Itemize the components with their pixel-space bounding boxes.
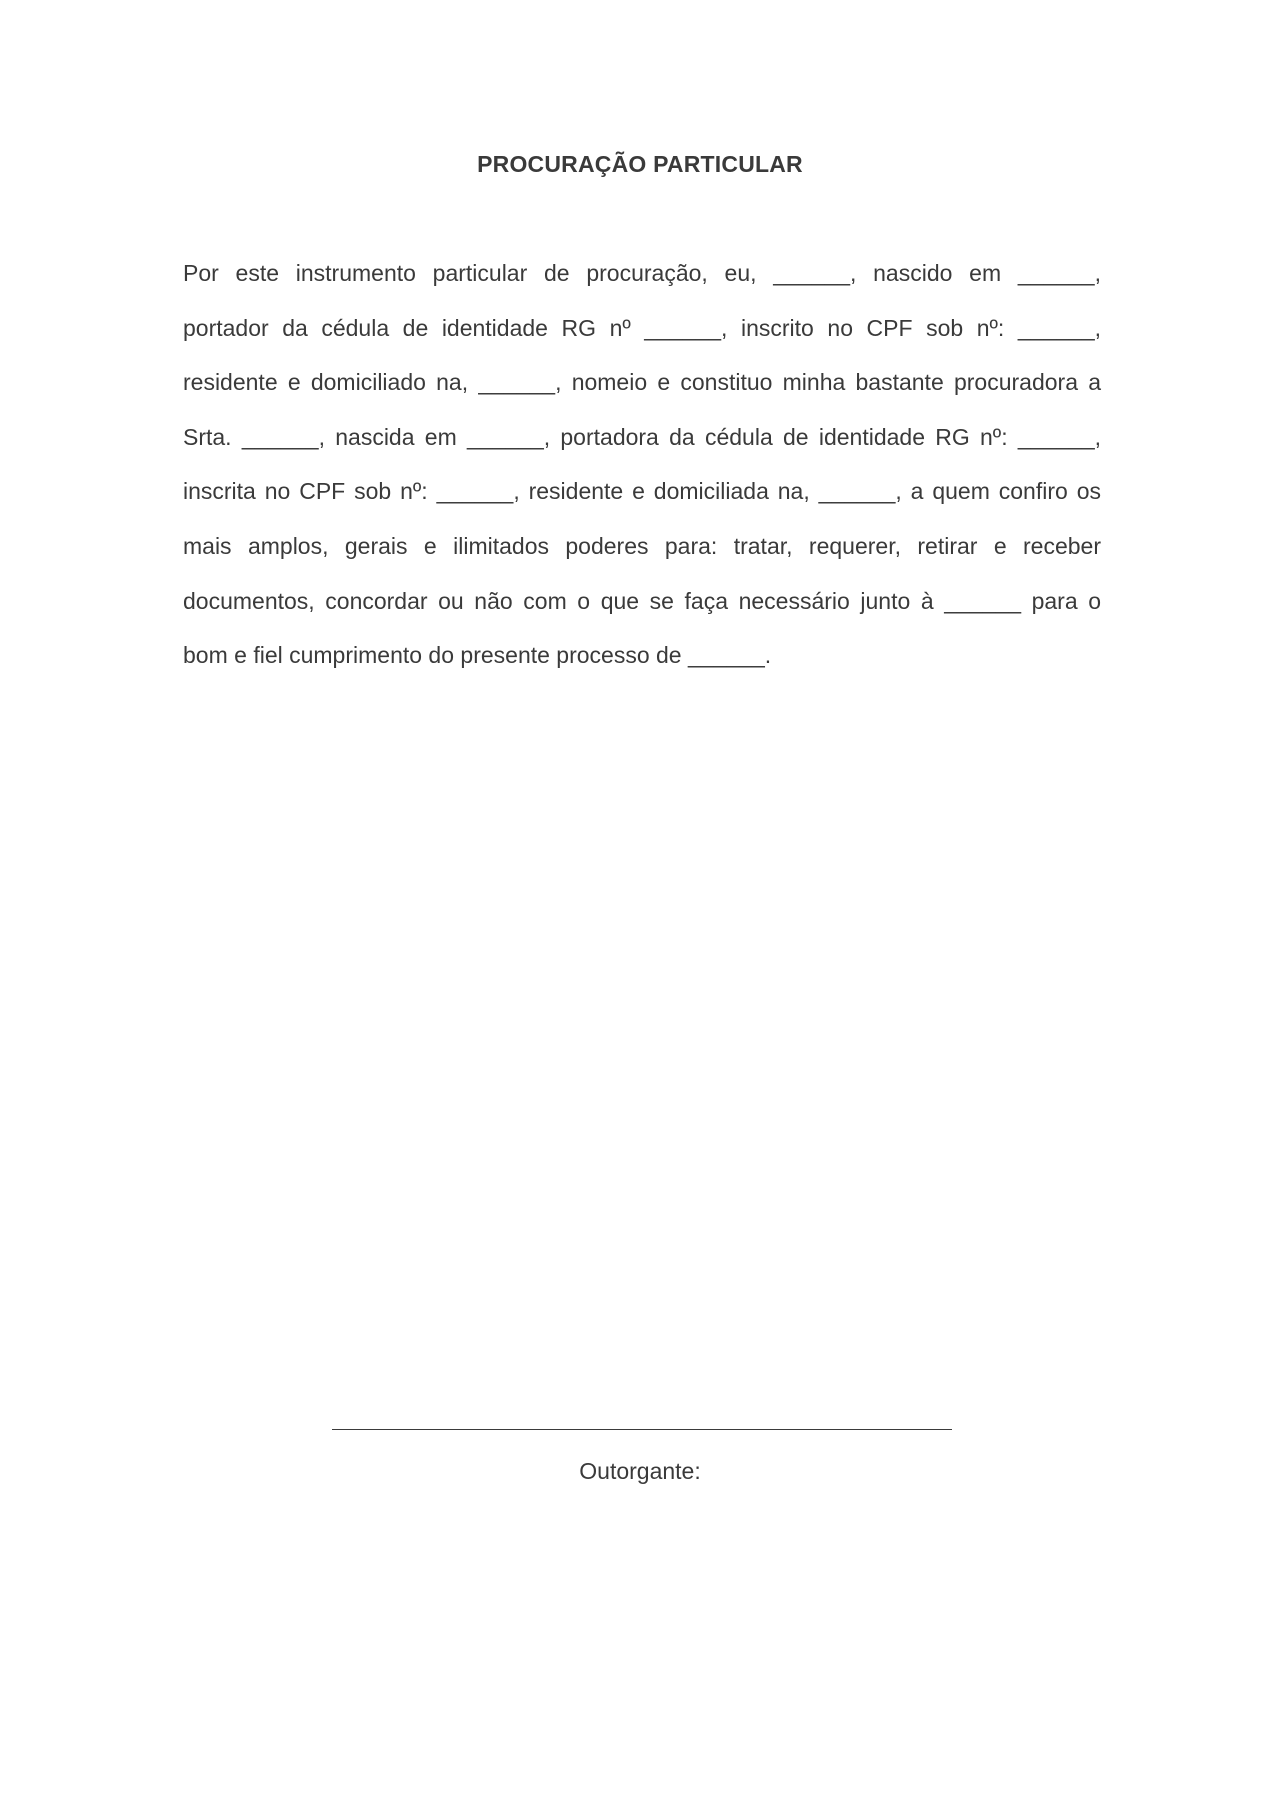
body-line: bom e fiel cumprimento do presente processo de ______. xyxy=(183,642,772,669)
document-title: PROCURAÇÃO PARTICULAR xyxy=(477,151,803,177)
signature-label: Outorgante: xyxy=(579,1458,701,1484)
body-line: Srta. ______, nascida em ______, portadora da cédula de identidade RG nº: ______, xyxy=(183,423,1101,450)
body-line: inscrita no CPF sob nº: ______, residente e domiciliada na, ______, a quem confiro os xyxy=(183,478,1101,505)
body-line: portador da cédula de identidade RG nº ______, inscrito no CPF sob nº: ______, xyxy=(183,314,1101,341)
body-line: documentos, concordar ou não com o que se faça necessário junto à ______ para o xyxy=(183,587,1101,614)
body-line: mais amplos, gerais e ilimitados poderes para: tratar, requerer, retirar e receber xyxy=(183,532,1101,559)
body-line: residente e domiciliado na, ______, nomeio e constituo minha bastante procuradora a xyxy=(183,369,1101,396)
signature-line xyxy=(332,1429,952,1430)
document-body xyxy=(183,251,1101,688)
body-line: Por este instrumento particular de procuração, eu, ______, nascido em ______, xyxy=(183,260,1101,286)
